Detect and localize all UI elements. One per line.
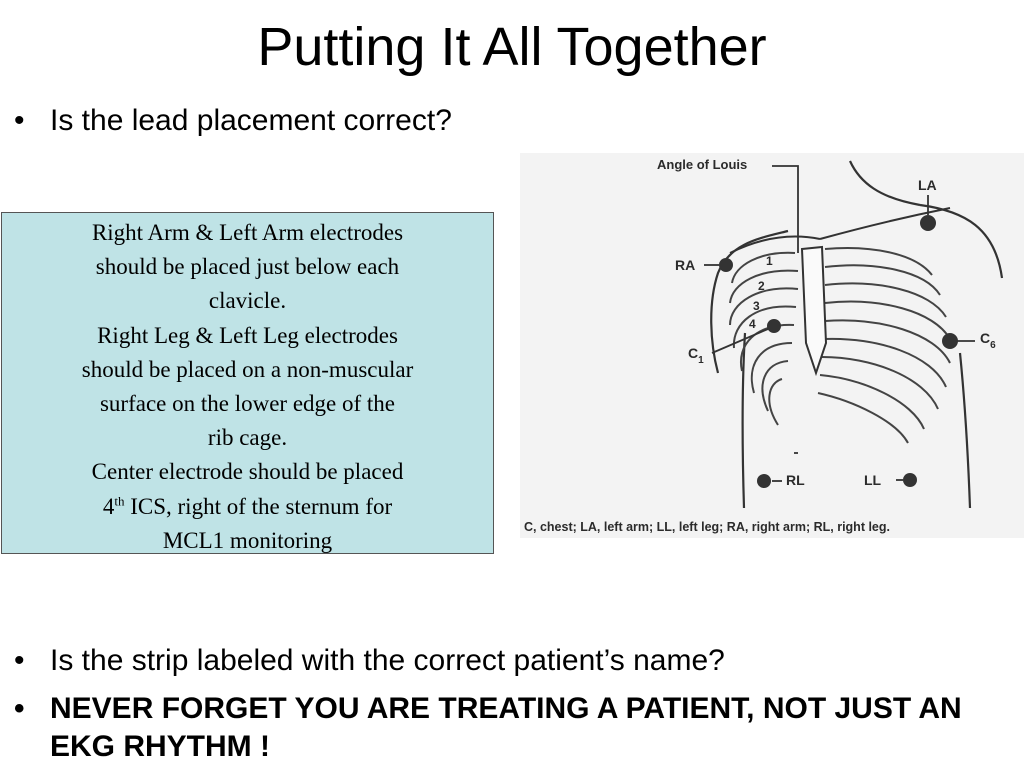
electrode-la	[920, 215, 936, 231]
label-ics-4: 4	[749, 317, 756, 331]
ordinal-suffix: th	[114, 492, 125, 508]
note-line: MCL1 monitoring	[162, 527, 333, 553]
label-c6-main: C	[980, 330, 991, 346]
torso-illustration	[520, 153, 1024, 538]
label-c1-sub: 1	[698, 355, 704, 366]
electrodes	[719, 215, 958, 488]
diagram-caption: C, chest; LA, left arm; LL, left leg; RA, right arm; RL, right leg.	[524, 520, 890, 534]
electrode-c6	[942, 333, 958, 349]
note-line: Center electrode should be placed	[91, 459, 404, 485]
bullet-text: NEVER FORGET YOU ARE TREATING A PATIENT, NOT JUST AN EKG RHYTHM !	[50, 692, 962, 763]
bullet-marker: •	[14, 104, 25, 137]
label-c6-sub: 6	[990, 340, 996, 351]
ordinal-number: 4	[102, 493, 115, 519]
note-line-rest: ICS, right of the sternum for	[124, 493, 393, 519]
label-ics-2: 2	[758, 279, 765, 293]
note-line: should be placed just below each	[95, 254, 400, 280]
label-c1	[688, 345, 704, 366]
ribs-right	[818, 248, 950, 443]
note-line: rib cage.	[207, 425, 288, 451]
label-ra: RA	[675, 257, 696, 273]
note-line: Right Arm & Left Arm electrodes	[91, 220, 404, 245]
note-line: should be placed on a non-muscular	[81, 356, 414, 382]
sternum	[802, 247, 826, 373]
note-line: surface on the lower edge of the	[99, 391, 396, 417]
bullet-text: Is the lead placement correct?	[50, 104, 452, 137]
lead-placement-diagram	[520, 153, 1024, 538]
electrode-placement-note	[1, 212, 494, 554]
label-ics-1: 1	[766, 254, 773, 268]
label-c6	[980, 330, 996, 351]
note-line: Right Leg & Left Leg electrodes	[97, 322, 398, 348]
angle-of-louis-pointer	[772, 166, 798, 253]
label-angle-of-louis: Angle of Louis	[657, 157, 748, 172]
bullet-text: Is the strip labeled with the correct patient’s name?	[50, 644, 725, 677]
slide-title: Putting It All Together	[257, 17, 767, 77]
electrode-ll	[903, 473, 917, 487]
bullet-marker: •	[14, 644, 25, 677]
label-rl: RL	[786, 472, 805, 488]
note-line	[2, 490, 493, 524]
electrode-ra	[719, 258, 733, 272]
label-ll: LL	[864, 472, 882, 488]
note-line: clavicle.	[208, 288, 287, 314]
electrode-rl	[757, 474, 771, 488]
label-ics-3: 3	[753, 299, 760, 313]
bullet-never-forget	[14, 690, 994, 766]
bullet-strip-labeled	[14, 642, 994, 680]
bullet-marker: •	[14, 692, 25, 725]
label-la: LA	[918, 177, 937, 193]
label-c1-main: C	[688, 345, 699, 361]
bullet-lead-placement	[14, 102, 994, 140]
electrode-c1	[767, 319, 781, 333]
clavicles	[730, 208, 950, 253]
